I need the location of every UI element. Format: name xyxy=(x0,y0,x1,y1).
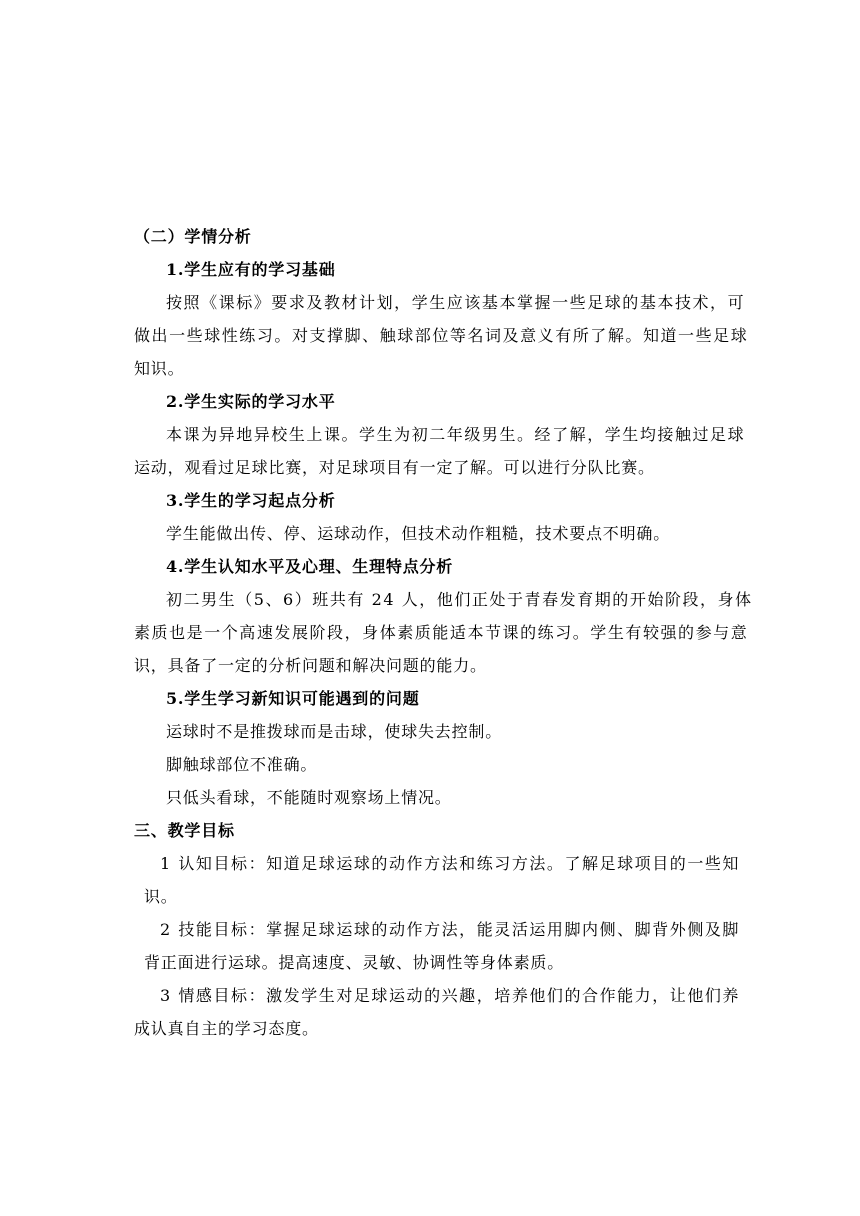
paragraph-line: 脚触球部位不准确。 xyxy=(166,755,318,774)
section-heading-teaching-goals: 三、教学目标 xyxy=(134,821,235,840)
paragraph-line: 运球时不是推拨球而是击球，使球失去控制。 xyxy=(166,722,503,741)
goal-skill-line: 背正面进行运球。提高速度、灵敏、协调性等身体素质。 xyxy=(144,953,565,972)
paragraph-line: 知识。 xyxy=(134,359,185,378)
paragraph-line: 做出一些球性练习。对支撑脚、触球部位等名词及意义有所了解。知道一些足球 xyxy=(134,326,749,345)
paragraph-line: 只低头看球，不能随时观察场上情况。 xyxy=(166,788,452,807)
subheading-actual-level: 2.学生实际的学习水平 xyxy=(166,392,336,411)
subheading-expected-foundation: 1.学生应有的学习基础 xyxy=(166,260,336,279)
paragraph-line: 运动，观看过足球比赛，对足球项目有一定了解。可以进行分队比赛。 xyxy=(134,458,655,477)
goal-cognitive-line: 识。 xyxy=(144,887,178,906)
subheading-starting-point: 3.学生的学习起点分析 xyxy=(166,491,336,510)
paragraph-line: 初二男生（5、6）班共有 24 人，他们正处于青春发育期的开始阶段，身体 xyxy=(166,590,753,609)
goal-cognitive-line: 1 认知目标：知道足球运球的动作方法和练习方法。了解足球项目的一些知 xyxy=(160,854,740,873)
subheading-possible-problems: 5.学生学习新知识可能遇到的问题 xyxy=(166,689,420,708)
document-page xyxy=(134,220,753,1045)
paragraph-line: 识，具备了一定的分析问题和解决问题的能力。 xyxy=(134,656,487,675)
paragraph-line: 素质也是一个高速发展阶段，身体素质能适本节课的练习。学生有较强的参与意 xyxy=(134,623,749,642)
goal-affective-line: 3 情感目标：激发学生对足球运动的兴趣，培养他们的合作能力，让他们养 xyxy=(160,986,740,1005)
section-heading-learner-analysis: （二）学情分析 xyxy=(134,227,252,246)
goal-skill-line: 2 技能目标：掌握足球运球的动作方法，能灵活运用脚内侧、脚背外侧及脚 xyxy=(160,920,740,939)
subheading-cognitive-traits: 4.学生认知水平及心理、生理特点分析 xyxy=(166,557,454,576)
paragraph-line: 学生能做出传、停、运球动作，但技术动作粗糙，技术要点不明确。 xyxy=(166,524,671,543)
goal-affective-line: 成认真自主的学习态度。 xyxy=(134,1019,319,1038)
paragraph-line: 本课为异地异校生上课。学生为初二年级男生。经了解，学生均接触过足球 xyxy=(166,425,746,444)
paragraph-line: 按照《课标》要求及教材计划，学生应该基本掌握一些足球的基本技术，可 xyxy=(166,293,746,312)
